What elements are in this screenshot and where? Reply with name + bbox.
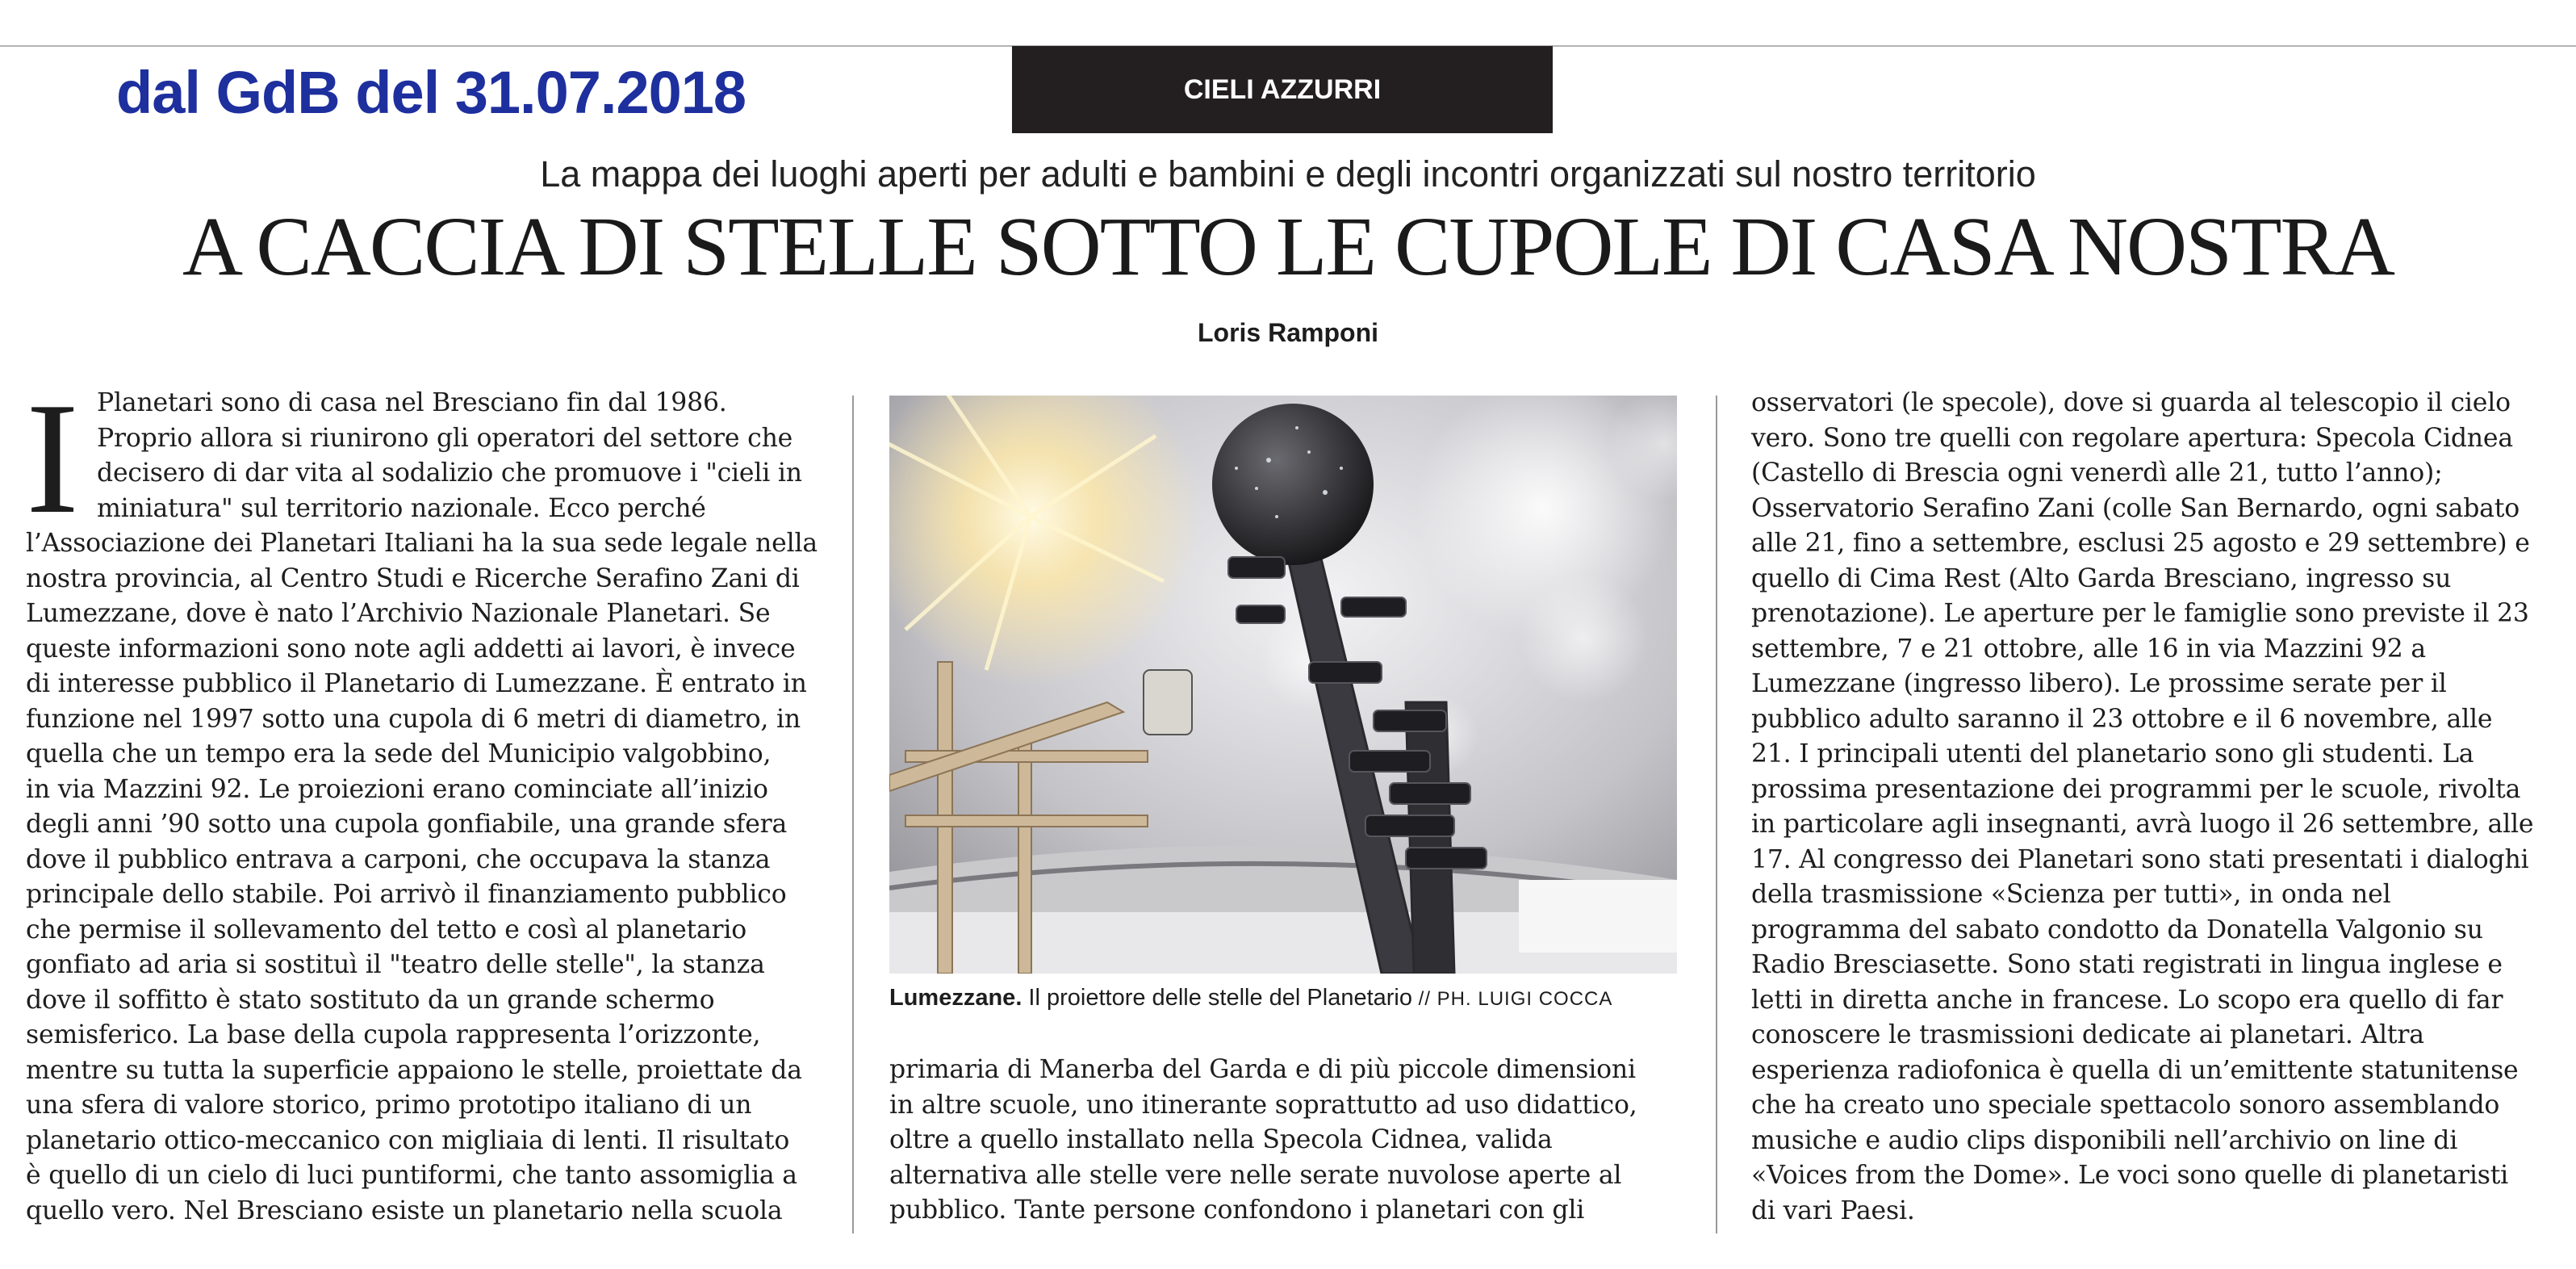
text-line: principale dello stabile. Poi arrivò il finanziamento pubblico xyxy=(26,880,787,909)
text-line: 17. Al congresso dei Planetari sono stati presentati i dialoghi xyxy=(1751,844,2529,874)
text-line: quello di Cima Rest (Alto Garda Bresciano, ingresso su xyxy=(1751,563,2452,593)
text-line: alle 21, fino a settembre, esclusi 25 agosto e 29 settembre) e xyxy=(1751,529,2530,558)
text-line: pubblico adulto saranno il 23 ottobre e il 6 novembre, alle xyxy=(1751,704,2493,734)
text-line: miniatura" sul territorio nazionale. Ecco perché xyxy=(97,493,706,523)
text-line: dove il pubblico entrava a carponi, che occupava la stanza xyxy=(26,844,771,874)
text-line: prossima presentazione dei programmi per le scuole, rivolta xyxy=(1751,774,2521,804)
text-line: vero. Sono tre quelli con regolare apertura: Specola Cidnea xyxy=(1751,423,2513,453)
text-line: quello vero. Nel Bresciano esiste un planetario nella scuola xyxy=(26,1196,783,1225)
text-line: esperienza radiofonica è quella di un’emittente statunitense xyxy=(1751,1055,2519,1085)
text-line: conoscere le trasmissioni dedicate ai planetari. Altra xyxy=(1751,1020,2424,1049)
text-line: planetario ottico-meccanico con migliaia di lenti. Il risultato xyxy=(26,1125,790,1155)
text-line: pubblico. Tante persone confondono i planetari con gli xyxy=(889,1196,1585,1225)
text-line: in particolare agli insegnanti, avrà luogo il 26 settembre, alle xyxy=(1751,810,2534,839)
text-line: «Voices from the Dome». Le voci sono quelle di planetaristi xyxy=(1751,1161,2509,1190)
text-line: mentre su tutta la superficie appaiono le stelle, proiettate da xyxy=(26,1055,802,1085)
column-divider xyxy=(1716,396,1717,1233)
text-line: letti in diretta anche in francese. Lo scopo era quello di far xyxy=(1751,985,2503,1015)
text-line: è quello di un cielo di luci puntiformi, che tanto assomiglia a xyxy=(26,1161,797,1190)
text-line: in altre scuole, uno itinerante soprattutto ad uso didattico, xyxy=(889,1090,1637,1120)
photo-credit: // PH. LUIGI COCCA xyxy=(1412,988,1613,1010)
text-line: Proprio allora si riunirono gli operatori del settore che xyxy=(97,423,793,453)
text-line: osservatori (le specole), dove si guarda al telescopio il cielo xyxy=(1751,388,2511,417)
text-line: alternativa alle stelle vere nelle serate nuvolose aperte al xyxy=(889,1160,1622,1190)
text-line: che permise il sollevamento del tetto e così al planetario xyxy=(26,915,747,944)
byline: Loris Ramponi xyxy=(1197,318,1378,347)
text-line: primaria di Manerba del Garda e di più piccole dimensioni xyxy=(889,1055,1636,1084)
text-line: oltre a quello installato nella Specola Cidnea, valida xyxy=(889,1125,1553,1154)
text-line: Osservatorio Serafino Zani (colle San Bernardo, ogni sabato xyxy=(1751,493,2520,523)
article-column-2 xyxy=(889,1053,1688,1229)
text-line: musiche e audio clips disponibili nell’archivio on line di xyxy=(1751,1125,2458,1155)
caption-place: Lumezzane. xyxy=(889,985,1022,1011)
subheadline: La mappa dei luoghi aperti per adulti e bambini e degli incontri organizzati sul nostro territorio xyxy=(540,153,2036,195)
text-line: Lumezzane (ingresso libero). Le prossime serate per il xyxy=(1751,669,2447,698)
text-line: di vari Paesi. xyxy=(1751,1196,1915,1225)
text-line: l’Associazione dei Planetari Italiani ha la sua sede legale nella xyxy=(26,529,818,558)
text-line: in via Mazzini 92. Le proiezioni erano cominciate all’inizio xyxy=(26,774,768,804)
planetarium-photo xyxy=(889,396,1677,974)
text-line: 21. I principali utenti del planetario sono gli studenti. La xyxy=(1751,739,2474,769)
text-line: (Castello di Brescia ogni venerdì alle 21, tutto l’anno); xyxy=(1751,459,2443,488)
text-line: Radio Bresciasette. Sono stati registrati in lingua inglese e xyxy=(1751,950,2503,979)
text-line: queste informazioni sono note agli addetti ai lavori, è invece xyxy=(26,634,796,664)
date-label: dal GdB del 31.07.2018 xyxy=(116,59,746,126)
photo-caption xyxy=(889,985,1612,1011)
text-line: nostra provincia, al Centro Studi e Ricerche Serafino Zani di xyxy=(26,563,800,593)
text-line: funzione nel 1997 sotto una cupola di 6 metri di diametro, in xyxy=(26,704,801,734)
text-line: dove il soffitto è stato sostituto da un grande schermo xyxy=(26,985,715,1015)
text-line: una sfera di valore storico, primo prototipo italiano di un xyxy=(26,1091,752,1120)
article-column-3 xyxy=(1751,386,2558,1229)
text-line: gonfiato ad aria si sostituì il "teatro delle stelle", la stanza xyxy=(26,950,765,979)
text-line: programma del sabato condotto da Donatella Valgonio su xyxy=(1751,915,2483,944)
drop-cap: I xyxy=(26,370,79,547)
text-line: Lumezzane, dove è nato l’Archivio Nazionale Planetari. Se xyxy=(26,599,771,628)
section-tag: CIELI AZZURRI xyxy=(1012,46,1553,133)
text-line: di interesse pubblico il Planetario di Lumezzane. È entrato in xyxy=(26,669,807,698)
caption-text: Il proiettore delle stelle del Planetario xyxy=(1022,985,1412,1011)
text-line: settembre, 7 e 21 ottobre, alle 16 in via Mazzini 92 a xyxy=(1751,634,2426,664)
text-line: della trasmissione «Scienza per tutti», in onda nel xyxy=(1751,880,2391,909)
article-column-1 xyxy=(26,370,833,1229)
column-divider xyxy=(852,396,854,1233)
text-line: decisero di dar vita al sodalizio che promuove i "cieli in xyxy=(97,459,802,488)
headline: A CACCIA DI STELLE SOTTO LE CUPOLE DI CASA NOSTRA xyxy=(182,200,2394,293)
text-line: Planetari sono di casa nel Bresciano fin dal 1986. xyxy=(97,388,727,417)
text-line: che ha creato uno speciale spettacolo sonoro assemblando xyxy=(1751,1091,2500,1120)
text-line: semisferico. La base della cupola rappresenta l’orizzonte, xyxy=(26,1020,761,1049)
text-line: quella che un tempo era la sede del Municipio valgobbino, xyxy=(26,739,772,769)
text-line: prenotazione). Le aperture per le famiglie sono previste il 23 xyxy=(1751,599,2529,628)
text-line: degli anni ’90 sotto una cupola gonfiabile, una grande sfera xyxy=(26,810,788,839)
